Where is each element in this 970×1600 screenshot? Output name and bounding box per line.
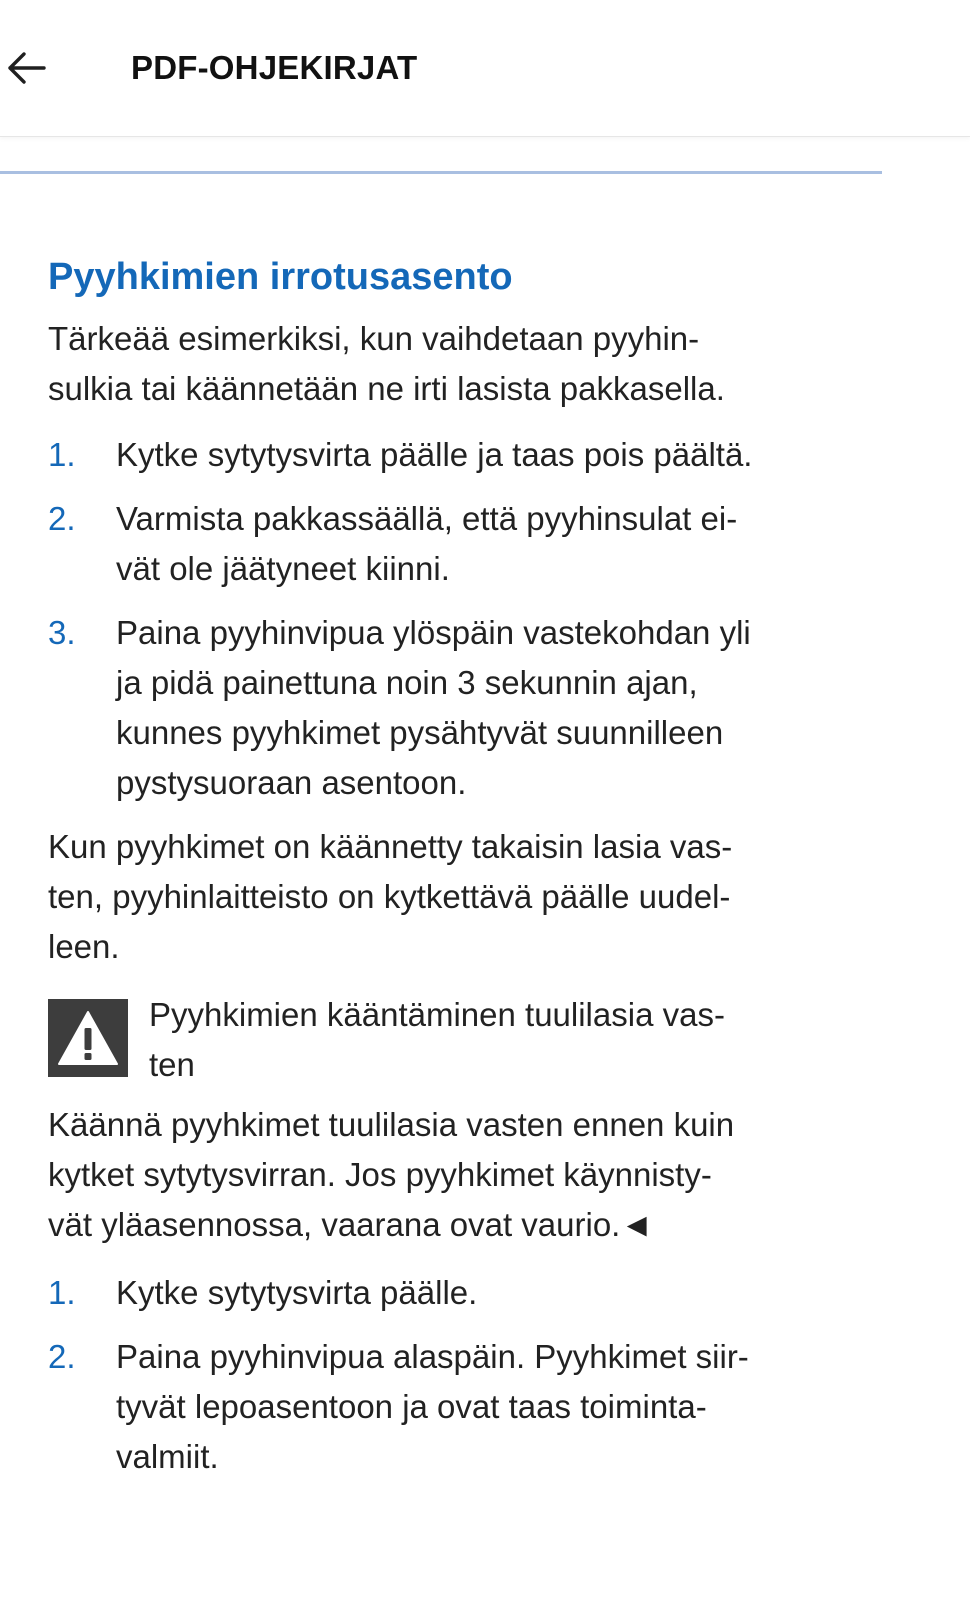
list-item: [48, 1268, 888, 1318]
back-button[interactable]: [0, 36, 52, 100]
warning-callout: [48, 990, 888, 1090]
text-line: vät yläasennossa, vaarana ovat vaurio.◄: [48, 1206, 654, 1243]
step-number: 2.: [48, 1338, 76, 1375]
warning-title: Pyyhkimien kääntäminen tuulilasia vas-: [149, 996, 725, 1033]
step-text: vät ole jäätyneet kiinni.: [116, 550, 450, 587]
step-text: Varmista pakkassäällä, että pyyhinsulat ei-: [116, 500, 738, 537]
text-line: Tärkeää esimerkiksi, kun vaihdetaan pyyhin-: [48, 320, 700, 357]
steps-list-restore: [48, 1268, 888, 1482]
step-text: Kytke sytytysvirta päälle ja taas pois päältä.: [116, 436, 753, 473]
intro-paragraph: [48, 314, 888, 414]
step-number: 3.: [48, 614, 76, 651]
text-line: Käännä pyyhkimet tuulilasia vasten ennen kuin: [48, 1106, 735, 1143]
warning-body: [48, 1100, 888, 1250]
section-divider: [0, 171, 882, 174]
warning-title: ten: [149, 1046, 195, 1083]
list-item: [48, 494, 888, 594]
text-line: sulkia tai käännetään ne irti lasista pakkasella.: [48, 370, 725, 407]
reset-paragraph: [48, 822, 888, 972]
list-item: [48, 1332, 888, 1482]
steps-list-release: [48, 430, 888, 808]
text-line: leen.: [48, 928, 120, 965]
step-number: 1.: [48, 1274, 76, 1311]
arrow-left-icon: [4, 50, 48, 86]
app-header: [0, 0, 970, 137]
step-text: tyvät lepoasentoon ja ovat taas toiminta-: [116, 1388, 707, 1425]
step-text: Kytke sytytysvirta päälle.: [116, 1274, 478, 1311]
step-text: kunnes pyyhkimet pysähtyvät suunnilleen: [116, 714, 724, 751]
step-number: 2.: [48, 500, 76, 537]
step-text: pystysuoraan asentoon.: [116, 764, 467, 801]
section-heading: Pyyhkimien irrotusasento: [48, 256, 513, 298]
page-title: PDF-OHJEKIRJAT: [131, 49, 418, 86]
step-text: ja pidä painettuna noin 3 sekunnin ajan,: [116, 664, 698, 701]
text-line: kytket sytytysvirran. Jos pyyhkimet käynnisty-: [48, 1156, 712, 1193]
list-item: [48, 608, 888, 808]
text-line: ten, pyyhinlaitteisto on kytkettävä päälle uudel-: [48, 878, 731, 915]
manual-page: [48, 250, 888, 1482]
list-item: [48, 430, 888, 480]
text-line: Kun pyyhkimet on käännetty takaisin lasia vas-: [48, 828, 733, 865]
warning-triangle-icon: [48, 999, 128, 1077]
step-number: 1.: [48, 436, 76, 473]
step-text: Paina pyyhinvipua ylöspäin vastekohdan yli: [116, 614, 751, 651]
step-text: Paina pyyhinvipua alaspäin. Pyyhkimet siir-: [116, 1338, 749, 1375]
step-text: valmiit.: [116, 1438, 219, 1475]
